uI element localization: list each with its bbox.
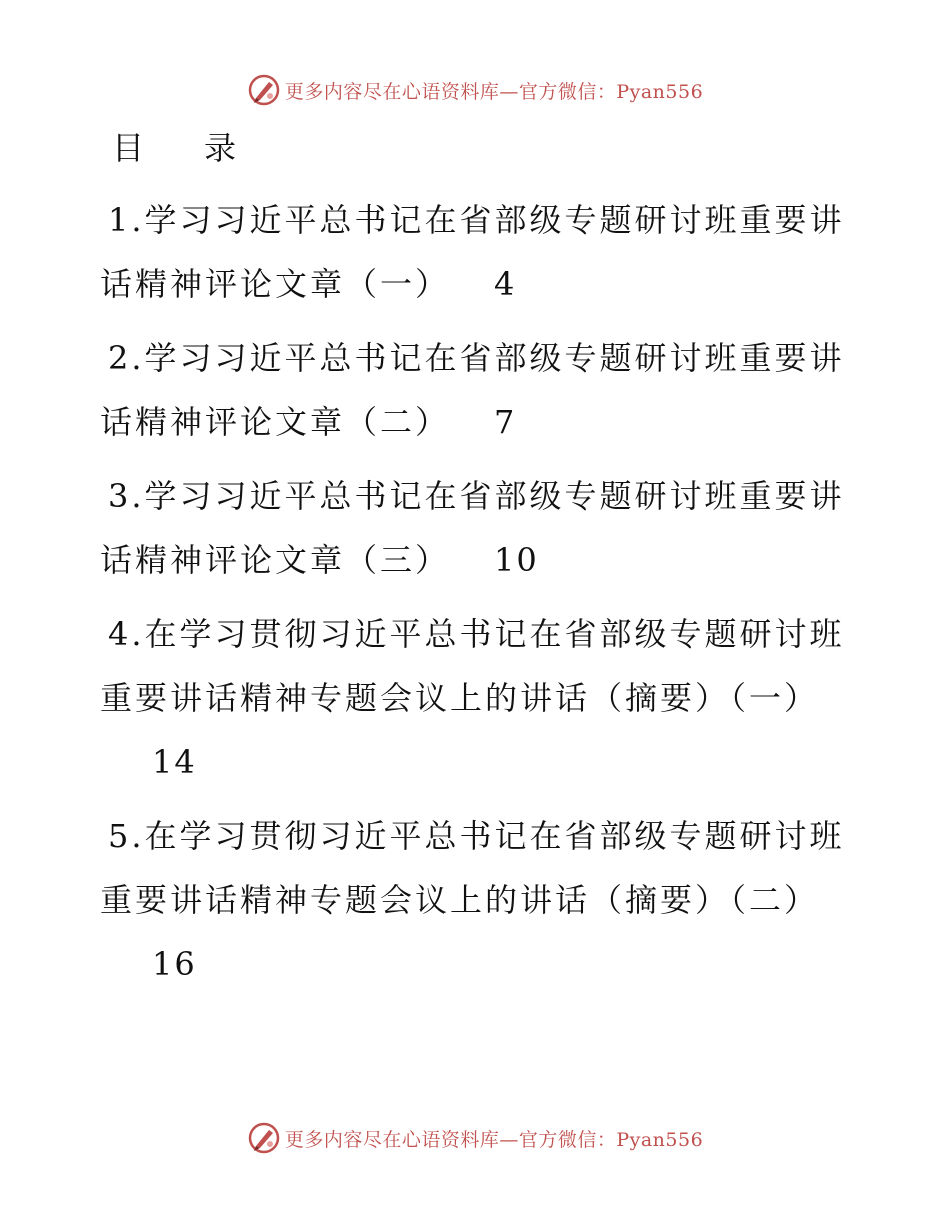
- toc-entry-page: 16: [152, 945, 197, 983]
- toc-entry[interactable]: [100, 188, 845, 316]
- toc-entry-page: 10: [494, 541, 539, 579]
- toc-entry[interactable]: [100, 804, 845, 996]
- toc-entry[interactable]: [100, 602, 845, 794]
- toc-entry[interactable]: [100, 326, 845, 454]
- toc-list: [100, 188, 845, 1006]
- toc-entry-page: 7: [494, 403, 517, 441]
- toc-entry-text: 话精神评论文章（三）: [100, 541, 451, 579]
- toc-entry-text: 话精神评论文章（二）: [100, 403, 451, 441]
- toc-title: [112, 123, 236, 169]
- toc-entry[interactable]: [100, 464, 845, 592]
- toc-entry-line1: 1.学习习近平总书记在省部级专题研讨班重要讲: [108, 201, 845, 239]
- toc-entry-page: 4: [494, 265, 517, 303]
- header-banner-text: 更多内容尽在心语资料库—官方微信：Pyan556: [284, 80, 704, 103]
- toc-entry-line1: 3.学习习近平总书记在省部级专题研讨班重要讲: [108, 477, 845, 515]
- toc-entry-line2: 重要讲话精神专题会议上的讲话（摘要）（二）: [100, 881, 820, 919]
- toc-entry-line1: 4.在学习贯彻习近平总书记在省部级专题研讨班: [108, 615, 845, 653]
- toc-entry-page: 14: [152, 743, 197, 781]
- header-banner: [0, 70, 950, 110]
- toc-entry-line1: 5.在学习贯彻习近平总书记在省部级专题研讨班: [108, 817, 845, 855]
- toc-entry-text: 话精神评论文章（一）: [100, 265, 451, 303]
- toc-entry-line2: [100, 390, 840, 454]
- footer-banner: [0, 1118, 950, 1158]
- toc-entry-line1: 2.学习习近平总书记在省部级专题研讨班重要讲: [108, 339, 845, 377]
- pen-logo-icon: [247, 1121, 281, 1155]
- toc-entry-line2: [100, 252, 840, 316]
- pen-logo-icon: [247, 73, 281, 107]
- toc-entry-line3: [100, 932, 840, 996]
- footer-banner-text: 更多内容尽在心语资料库—官方微信：Pyan556: [284, 1128, 704, 1151]
- toc-title-part1: 目: [112, 129, 145, 167]
- toc-entry-line2: [100, 528, 840, 592]
- toc-title-part2: 录: [204, 129, 237, 167]
- toc-entry-line2: 重要讲话精神专题会议上的讲话（摘要）（一）: [100, 679, 820, 717]
- toc-entry-line3: [100, 730, 840, 794]
